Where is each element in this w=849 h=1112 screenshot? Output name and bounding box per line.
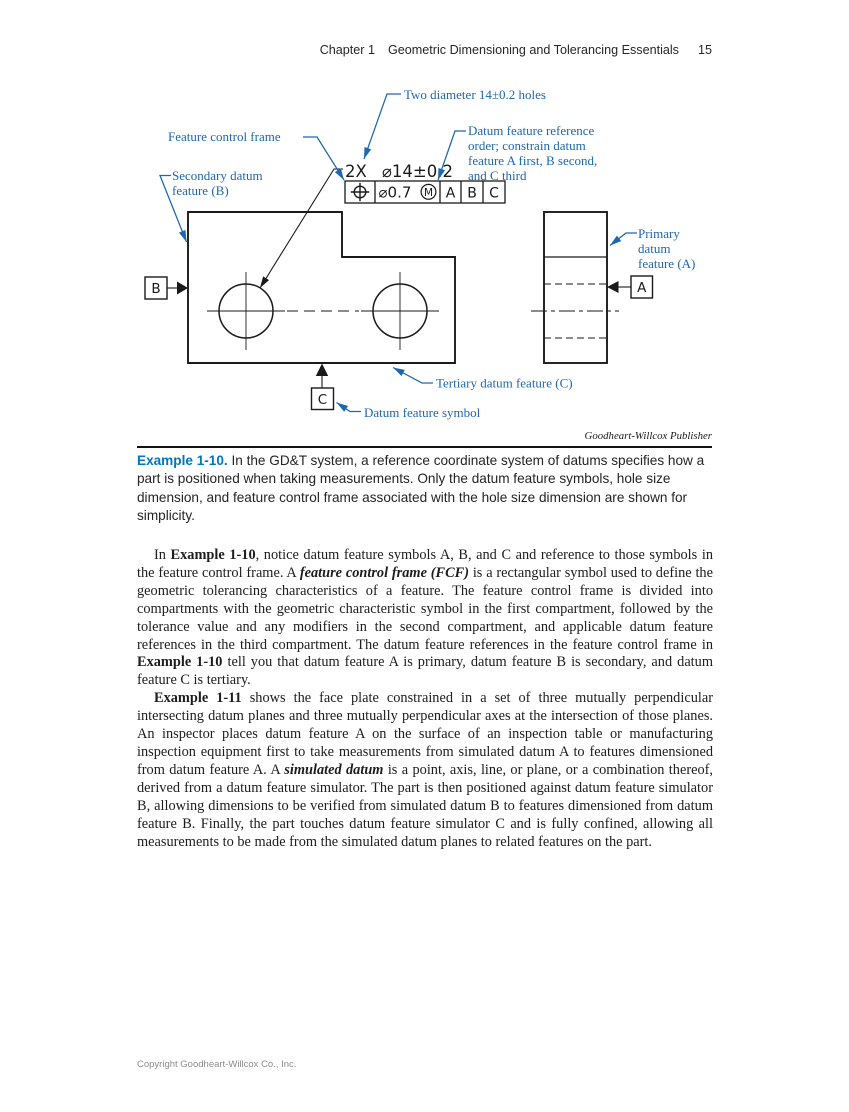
page-number: 15 [697,43,712,57]
gdt-figure [0,85,849,447]
callout-secondary-datum [172,168,263,198]
figure-caption: Example 1-10. In the GD&T system, a reference coordinate system of datums specifies how a part is positioned when taking measurements. Only the datum feature symbols, hole size dimension, and feature control frame associated with the hole size dimension are shown for simplicity. [137,453,705,524]
figure-credit: Goodheart-Willcox Publisher [584,430,712,442]
datum-triangle-c [316,364,328,377]
body-paragraph-1: In Example 1-10, notice datum feature symbols A, B, and C and reference to those symbols in the feature control frame. A feature control frame (FCF) is a rectangular symbol used to define the geometric tolerancing characteristics of a feature. The feature control frame is divided into compartments with the geometric characteristic symbol in the first compartment, followed by the tolerance value and any modifiers in the second compartment, and applicable datum feature references in the third compartment. The datum feature references in the feature control frame in Example 1-10 tell you that datum feature A is primary, datum feature B is secondary, and datum feature C is tertiary. [137,547,713,689]
svg-text:datum: datum [638,241,671,256]
datum-triangle-b [177,282,188,295]
copyright-notice: Copyright Goodheart-Willcox Co., Inc. [137,1059,297,1070]
fcf-tolerance-value: ⌀0.7 [378,183,412,202]
svg-text:feature A first, B second,: feature A first, B second, [468,153,598,168]
leader-tertiary-datum [393,368,433,384]
callout-feature-control-frame: Feature control frame [168,129,281,144]
mmc-modifier-icon [421,184,436,199]
datum-feature-symbol-c [312,364,334,410]
svg-text:feature (B): feature (B) [172,183,229,198]
running-head-title: Geometric Dimensioning and Tolerancing Essentials [388,43,679,57]
body-paragraph-2: Example 1-11 shows the face plate constrained in a set of three mutually perpendicular intersecting datum planes and three mutually perpendicular axes at the intersection of those planes. An inspector places datum feature A on the surface of an inspection table or manufacturing inspection equipment first to take measurements from simulated datum A to features dimensioned from datum feature A. A simulated datum is a point, axis, line, or plane, or a combination thereof, derived from a datum feature simulator. The part is then positioned against datum feature simulator B, allowing dimensions to be verified from simulated datum B to features dimensioned from datum feature B. Finally, the part touches datum feature simulator C and is fully confined, allowing all measurements to be made from the simulated datum planes to related features on the part. [137,690,713,850]
svg-text:order; constrain datum: order; constrain datum [468,138,586,153]
callout-two-holes: Two diameter 14±0.2 holes [404,87,546,102]
fcf-datum-ref-c: C [489,185,499,202]
svg-text:feature (A): feature (A) [638,256,696,271]
svg-text:Secondary datum: Secondary datum [172,168,263,183]
position-symbol-icon [351,183,369,201]
callout-primary-datum [638,226,695,271]
caption-rule [137,446,712,448]
dimension-size: ⌀14±0.2 [382,162,453,181]
chapter-label: Chapter 1 [319,43,375,57]
svg-text:and C third: and C third [468,168,527,183]
svg-text:A: A [637,280,647,296]
part-side-view [531,212,619,363]
leader-primary-datum [610,233,637,246]
svg-text:M: M [423,186,434,199]
leader-two-holes [364,94,401,159]
callout-tertiary-datum: Tertiary datum feature (C) [436,375,573,391]
svg-text:B: B [151,281,161,297]
svg-text:C: C [317,392,328,408]
datum-feature-symbol-b [145,277,188,299]
dimension-quantity: 2X [345,162,367,181]
fcf-datum-ref-b: B [467,185,477,202]
part-front-view-outline [188,212,455,363]
page-header [137,43,712,57]
callout-datum-feature-symbol: Datum feature symbol [364,405,481,420]
hole-size-dimension [345,162,453,181]
feature-control-frame [345,181,505,203]
leader-feature-control-frame [303,137,344,180]
svg-text:Datum feature reference: Datum feature reference [468,123,595,138]
callout-datum-reference-order [468,123,597,183]
datum-feature-symbol-a [607,276,653,298]
dimension-leader-line [260,169,343,288]
svg-text:Primary: Primary [638,226,680,241]
leader-datum-feature-symbol [337,403,362,412]
fcf-datum-ref-a: A [445,185,456,202]
datum-triangle-a [607,281,619,293]
body-text [137,547,713,851]
